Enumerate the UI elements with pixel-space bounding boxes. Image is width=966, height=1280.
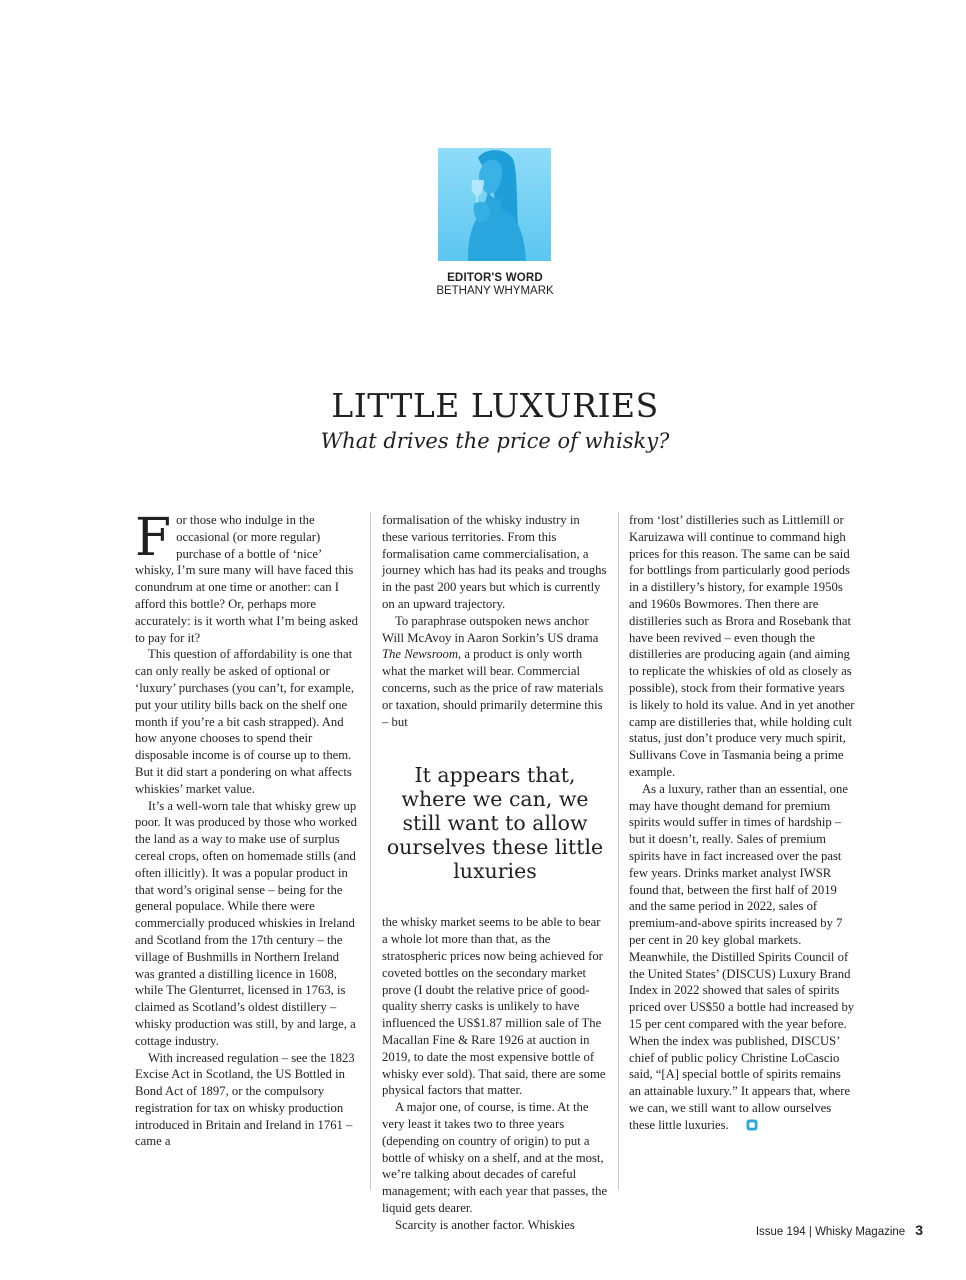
paragraph: formalisation of the whisky industry in these various territories. From this formalisation came commercialisation, a journey which has had its peaks and troughs in the past 200 years but which is currently on an upward trajectory. — [382, 513, 607, 611]
paragraph: Scarcity is another factor. Whiskies — [395, 1217, 575, 1232]
paragraph — [382, 613, 608, 731]
paragraph: With increased regulation – see the 1823 Excise Act in Scotland, the US Bottled in Bond Act of 1897, or the compulsory registration for tax on whisky production introduced in Britain and Ireland in 1761 – came a — [135, 1050, 355, 1149]
editor-portrait-image — [438, 148, 551, 261]
end-mark-icon — [733, 1119, 745, 1131]
pull-quote: It appears that, where we can, we still want to allow ourselves these little luxuries — [386, 763, 604, 883]
paragraph-text: As a luxury, rather than an essential, one may have thought demand for premium spirits would suffer in times of hardship – but it doesn’t, really. Sales of premium spirits have in fact increased over the past few years. Drinks market analyst IWSR found that, between the first half of 2019 and the same period in 2022, sales of premium-and-above spirits increased by 7 per cent in 20 key global markets. Meanwhile, the Distilled Spirits Council of the United States’ (DISCUS) Luxury Brand Index in 2022 showed that sales of spirits priced over US$50 a bottle had increased by 15 per cent compared with the year before. When the index was published, DISCUS’ chief of public policy Christine LoCascio said, “[A] special bottle of spirits remains an attainable luxury.” It appears that, where we can, we still want to allow ourselves these little luxuries. — [629, 781, 855, 1132]
column-divider — [618, 512, 619, 1190]
paragraph — [629, 781, 855, 1134]
paragraph: from ‘lost’ distilleries such as Littlemill or Karuizawa will continue to command high prices for this reason. The same can be said for bottlings from particularly good periods in a distillery’s history, for example 1950s and 1960s Bowmores. Then there are distilleries such as Brora and Rosebank that have been revived – even though the distilleries are producing again (and aiming to replicate the whiskies of old as closely as possible), stock from their formative years is likely to hold its value. And in yet another camp are distilleries that, while holding cult status, just don’t produce very much spirit, Sullivans Cove in Tasmania being a prime example. — [629, 513, 855, 779]
drop-cap: F — [135, 508, 172, 568]
paragraph: A major one, of course, is time. At the very least it takes two to three years (depending on country of origin) to put a bottle of whisky on a shelf, and at the most, we’re talking about decades of careful management; with each year that passes, the liquid gets dearer. — [382, 1100, 608, 1215]
paragraph: the whisky market seems to be able to bear a whole lot more than that, as the stratospheric prices now being achieved for coveted bottles on the secondary market prove (I doubt the relative price of good-quality sherry casks is unlikely to have influenced the US$1.87 million sale of The Macallan Fine & Rare 1926 at auction in 2019, to date the most expensive bottle of whisky ever sold). That said, there are some physical factors that matter. — [382, 915, 606, 1098]
paragraph-text: To paraphrase outspoken news anchor Will McAvoy in Aaron Sorkin’s US drama — [382, 613, 599, 645]
paragraph — [135, 508, 359, 646]
editor-portrait — [438, 148, 551, 261]
paragraph-text: , a product is only worth what the market will bear. Commercial concerns, such as the price of raw materials or taxation, should primarily determine this – but — [382, 647, 604, 729]
paragraph: It’s a well-worn tale that whisky grew up poor. It was produced by those who worked the land as a way to make use of surplus cereal crops, often on homemade stills (and often illicitly). It was a popular product in that word’s original sense – being for the general populace. While there were commercially produced whiskies in Ireland and Scotland from the 17th century – the village of Bushmills in Northern Ireland was granted a distilling licence in 1608, while The Glenturret, licensed in 1763, is claimed as Scotland’s oldest distillery – whisky production was still, by and large, a cottage industry. — [135, 798, 357, 1048]
author-name: BETHANY WHYMARK — [436, 285, 554, 297]
page-footer — [756, 1222, 923, 1238]
column-divider — [370, 512, 371, 1190]
article-column-1 — [135, 508, 359, 1150]
article-column-3 — [629, 512, 855, 1133]
article-title: LITTLE LUXURIES — [331, 386, 659, 425]
article-column-2 — [382, 512, 608, 1233]
byline — [380, 272, 610, 298]
paragraph-text: or those who indulge in the occasional (or more regular) purchase of a bottle of ‘nice’ whisky, I’m sure many will have faced this conundrum at one time or another: can I afford this bottle? Or, perhaps more accurately: is it worth what I’m being asked to pay for it? — [135, 513, 359, 645]
page-number: 3 — [915, 1222, 923, 1238]
show-title: The Newsroom — [382, 647, 459, 662]
section-kicker: EDITOR'S WORD — [447, 272, 543, 284]
article-subtitle: What drives the price of whisky? — [320, 429, 670, 453]
issue-label: Issue 194 | Whisky Magazine — [755, 1226, 906, 1238]
paragraph: This question of affordability is one that can only really be asked of optional or ‘luxury’ purchases (you can’t, for example, put your utility bills back on the shelf one month if you’re a bit cash strapped). And how anyone chooses to spend their disposable income is of course up to them. But it did start a pondering on what affects whiskies’ market value. — [135, 647, 355, 796]
